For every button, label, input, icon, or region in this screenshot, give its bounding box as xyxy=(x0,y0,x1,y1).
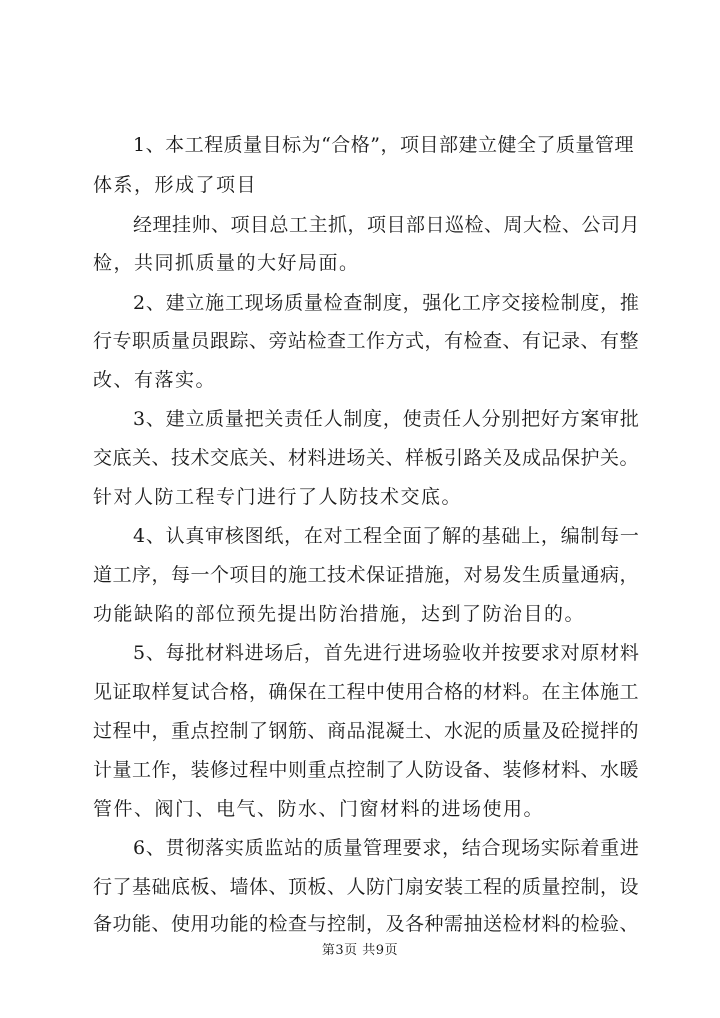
paragraph-1-line-3: 经理挂帅、项目总工主抓，项目部日巡检、周大检、公司月 xyxy=(133,214,641,236)
paragraph-4-line-2: 道工序，每一个项目的施工技术保证措施，对易发生质量通病， xyxy=(93,564,640,586)
page-number-footer: 第3页 共9页 xyxy=(321,943,399,958)
paragraph-6-line-1: 6、贯彻落实质监站的质量管理要求，结合现场实际着重进 xyxy=(133,837,640,859)
paragraph-5-line-1: 5、每批材料进场后，首先进行进场验收并按要求对原材料 xyxy=(133,642,640,664)
paragraph-5-line-4: 计量工作，装修过程中则重点控制了人防设备、装修材料、水暖 xyxy=(93,759,640,781)
paragraph-6-line-3: 备功能、使用功能的检查与控制，及各种需抽送检材料的检验、 xyxy=(93,913,640,935)
paragraph-6-line-2: 行了基础底板、墙体、顶板、人防门扇安装工程的质量控制，设 xyxy=(93,876,640,898)
paragraph-2-line-3: 改、有落实。 xyxy=(93,369,217,391)
paragraph-1-line-1: 1、本工程质量目标为“合格”，项目部建立健全了质量管理 xyxy=(133,134,635,156)
paragraph-3-line-2: 交底关、技术交底关、材料进场关、样板引路关及成品保护关。 xyxy=(93,447,640,469)
paragraph-2-line-1: 2、建立施工现场质量检查制度，强化工序交接检制度，推 xyxy=(133,292,640,314)
paragraph-1-line-2: 体系，形成了项目 xyxy=(93,174,258,196)
paragraph-5-line-2: 见证取样复试合格，确保在工程中使用合格的材料。在主体施工 xyxy=(93,681,640,703)
paragraph-3-line-3: 针对人防工程专门进行了人防技术交底。 xyxy=(93,486,463,508)
paragraph-3-line-1: 3、建立质量把关责任人制度，使责任人分别把好方案审批 xyxy=(133,408,640,430)
paragraph-5-line-5: 管件、阀门、电气、防水、门窗材料的进场使用。 xyxy=(93,798,545,820)
paragraph-4-line-3: 功能缺陷的部位预先提出防治措施，达到了防治目的。 xyxy=(93,603,586,625)
paragraph-2-line-2: 行专职质量员跟踪、旁站检查工作方式，有检查、有记录、有整 xyxy=(93,330,640,352)
paragraph-5-line-3: 过程中，重点控制了钢筋、商品混凝土、水泥的质量及砼搅拌的 xyxy=(93,720,640,742)
paragraph-4-line-1: 4、认真审核图纸，在对工程全面了解的基础上，编制每一 xyxy=(133,525,640,547)
paragraph-1-line-4: 检，共同抓质量的大好局面。 xyxy=(93,252,360,274)
